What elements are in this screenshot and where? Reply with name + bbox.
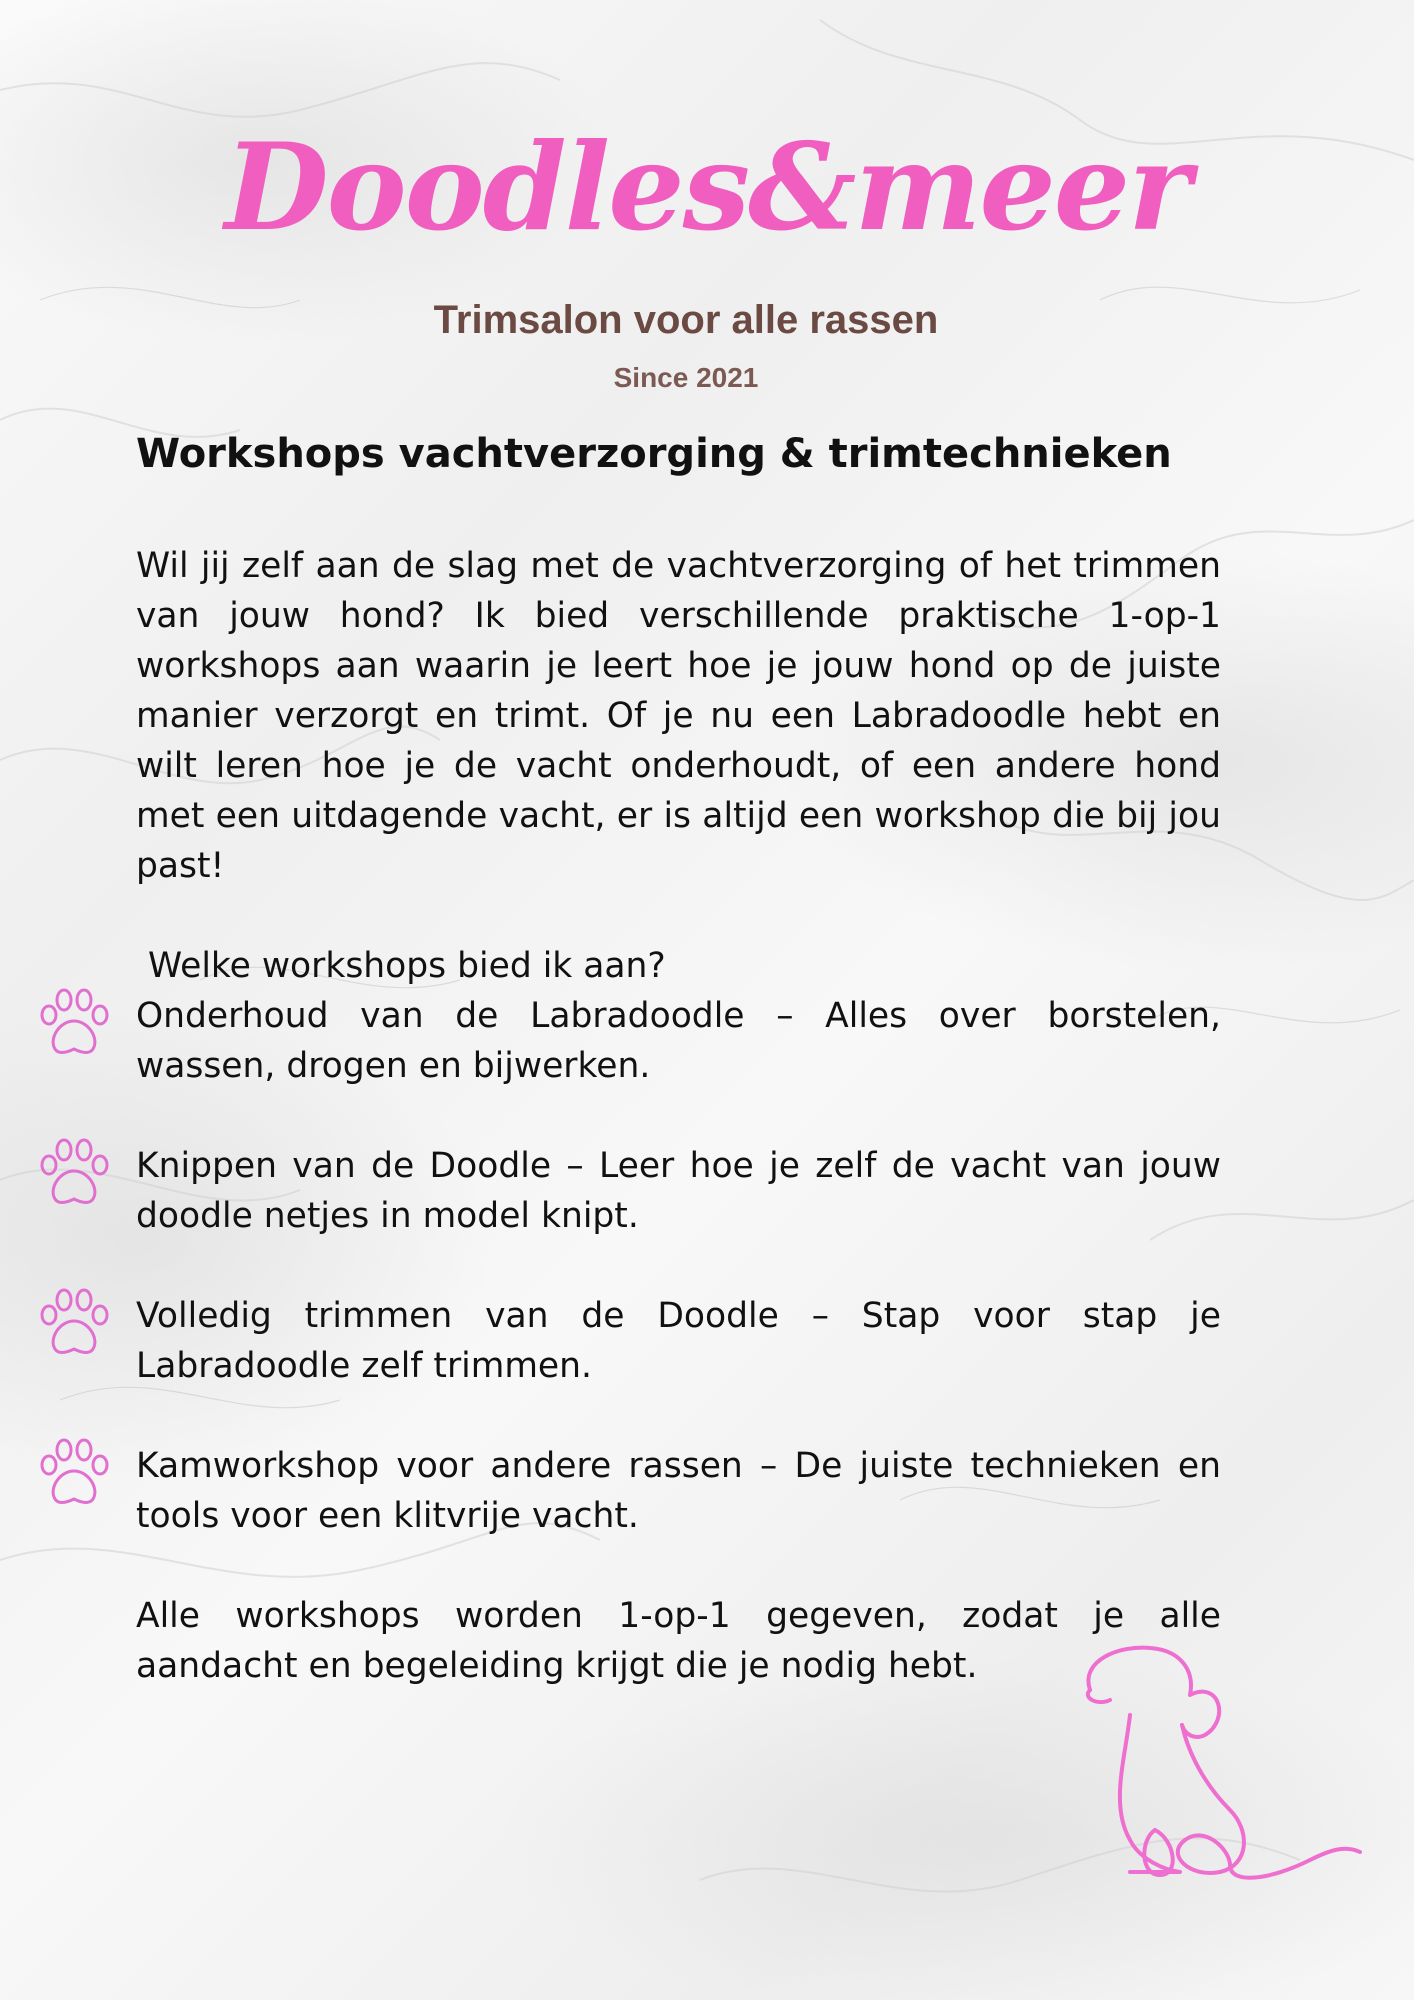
brand-logo: Doodles&meer <box>224 117 1190 258</box>
workshop-text: Knippen van de Doodle – Leer hoe je zelf de vacht van jouw doodle netjes in model knipt. <box>136 1146 1221 1236</box>
intro-paragraph: Wil jij zelf aan de slag met de vachtverzorging of het trimmen van jouw hond? Ik bied verschillende praktische 1-op-1 workshops aan waarin je leert hoe je jouw hond op de juiste manier verzorgt en trimt. Of je nu een Labradoodle hebt en wilt leren hoe je de vacht onderhoudt, of een andere hond met een uitdagende vacht, er is altijd een workshop die bij jou past! <box>136 546 1221 886</box>
workshop-item <box>136 991 1221 1091</box>
workshop-text: Onderhoud van de Labradoodle – Alles over borstelen, wassen, drogen en bijwerken. <box>136 996 1221 1086</box>
closing-paragraph: Alle workshops worden 1-op-1 gegeven, zodat je alle aandacht en begeleiding krijgt die je nodig hebt. <box>136 1596 1221 1686</box>
content-body <box>136 541 1221 1691</box>
workshop-item <box>136 1441 1221 1541</box>
dog-line-drawing-icon <box>1070 1640 1370 1900</box>
paw-icon <box>36 983 116 1063</box>
workshop-item <box>136 1291 1221 1391</box>
workshop-text: Kamworkshop voor andere rassen – De juiste technieken en tools voor een klitvrije vacht. <box>136 1446 1221 1536</box>
workshop-text: Volledig trimmen van de Doodle – Stap voor stap je Labradoodle zelf trimmen. <box>136 1296 1221 1386</box>
workshops-heading: Welke workshops bied ik aan? <box>148 946 666 986</box>
workshop-item <box>136 1141 1221 1241</box>
since-label: Since 2021 <box>613 362 759 393</box>
paw-icon <box>36 1283 116 1363</box>
page-heading: Workshops vachtverzorging & trimtechnieken <box>136 431 1172 477</box>
brand-tagline: Trimsalon voor alle rassen <box>433 298 939 342</box>
paw-icon <box>36 1133 116 1213</box>
paw-icon <box>36 1433 116 1513</box>
